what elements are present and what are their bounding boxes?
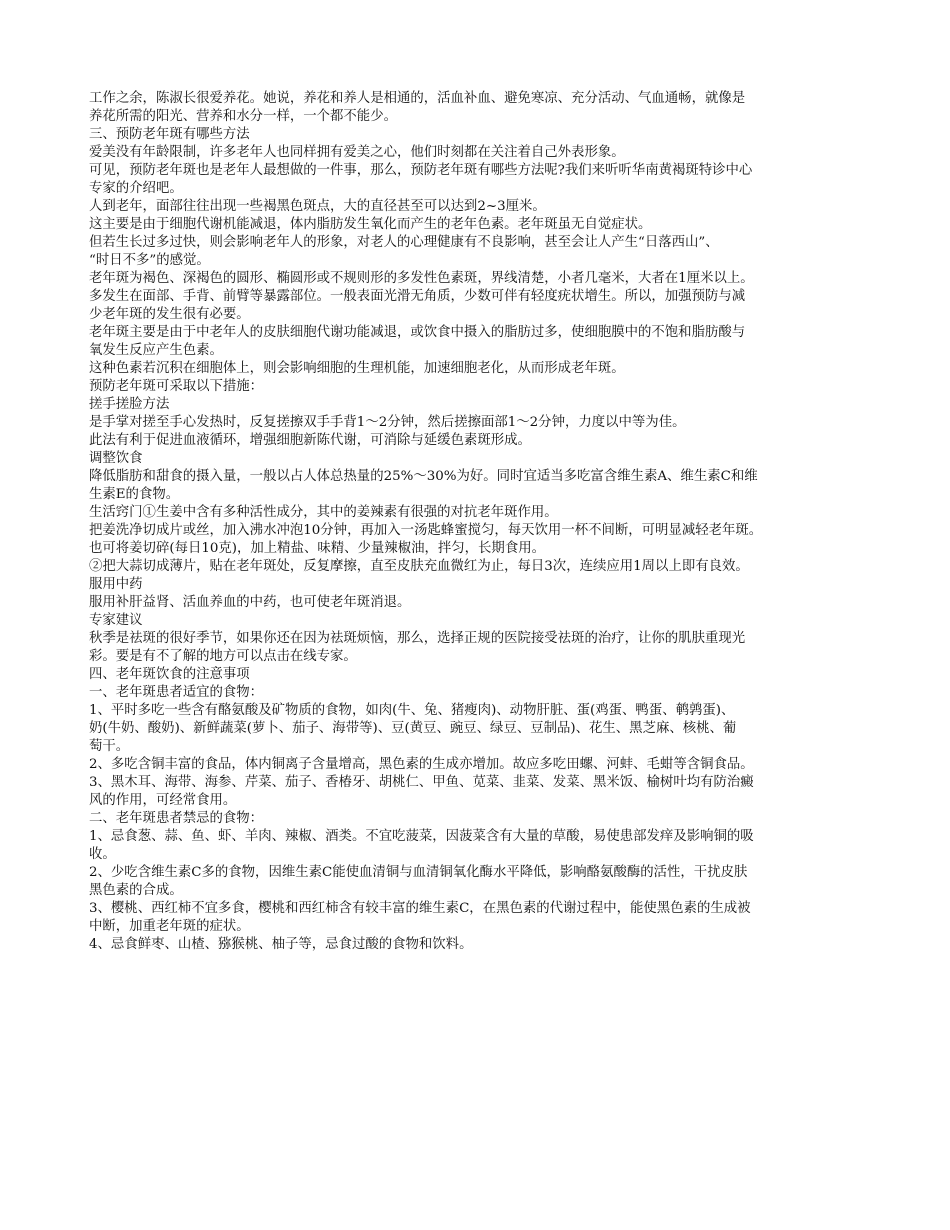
text-line: 老年斑为褐色、深褐色的圆形、椭圆形或不规则形的多发性色素斑，界线清楚，小者几毫米，大者在1厘米以上。 bbox=[89, 271, 754, 286]
text-line: 1、平时多吃一些含有酪氨酸及矿物质的食物，如肉(牛、兔、猪瘦肉)、动物肝脏、蛋(鸡蛋、鸭蛋、鹌鹑蛋)、 bbox=[89, 703, 735, 718]
text-line: 这种色素若沉积在细胞体上，则会影响细胞的生理机能，加速细胞老化，从而形成老年斑。 bbox=[89, 361, 625, 376]
text-line: 秋季是祛斑的很好季节，如果你还在因为祛斑烦恼，那么，选择正规的医院接受祛斑的治疗，让你的肌肤重现光 bbox=[89, 631, 746, 646]
text-line: 二、老年斑患者禁忌的食物： bbox=[89, 811, 264, 826]
text-line: 2、少吃含维生素C多的食物，因维生素C能使血清铜与血清铜氧化酶水平降低，影响酪氨酸酶的活性，干扰皮肤 bbox=[89, 865, 748, 880]
text-line: 也可将姜切碎(每日10克)，加上精盐、味精、少量辣椒油，拌匀，长期食用。 bbox=[89, 541, 545, 556]
text-line: 爱美没有年龄限制，许多老年人也同样拥有爱美之心，他们时刻都在关注着自己外表形象。 bbox=[89, 145, 625, 160]
text-line: 氧发生反应产生色素。 bbox=[89, 343, 223, 358]
text-line: 一、老年斑患者适宜的食物： bbox=[89, 685, 264, 700]
text-line: 多发生在面部、手背、前臂等暴露部位。一般表面光滑无角质，少数可伴有轻度疣状增生。所以，加强预防与减 bbox=[89, 289, 746, 304]
text-line: 2、多吃含铜丰富的食品，体内铜离子含量增高，黑色素的生成亦增加。故应多吃田螺、河蚌、毛蚶等含铜食品。 bbox=[89, 757, 754, 772]
text-line: 服用中药 bbox=[89, 577, 143, 592]
text-line: 彩。要是有不了解的地方可以点击在线专家。 bbox=[89, 649, 357, 664]
text-line: 中断，加重老年斑的症状。 bbox=[89, 919, 250, 934]
text-line: 专家的介绍吧。 bbox=[89, 181, 183, 196]
text-line: 风的作用，可经常食用。 bbox=[89, 793, 237, 808]
text-line: 但若生长过多过快，则会影响老年人的形象，对老人的心理健康有不良影响，甚至会让人产生“日落西山”、 bbox=[89, 235, 719, 250]
text-line: 生活窍门①生姜中含有多种活性成分，其中的姜辣素有很强的对抗老年斑作用。 bbox=[89, 505, 558, 520]
text-line: 这主要是由于细胞代谢机能减退，体内脂肪发生氧化而产生的老年色素。老年斑虽无自觉症状。 bbox=[89, 217, 652, 232]
text-line: 三、预防老年斑有哪些方法 bbox=[89, 127, 250, 142]
text-line: 此法有利于促进血液循环，增强细胞新陈代谢，可消除与延缓色素斑形成。 bbox=[89, 433, 531, 448]
text-line: 可见，预防老年斑也是老年人最想做的一件事，那么，预防老年斑有哪些方法呢?我们来听听华南黄褐斑特诊中心 bbox=[89, 163, 753, 178]
text-line: 搓手搓脸方法 bbox=[89, 397, 170, 412]
text-line: 4、忌食鲜枣、山楂、猕猴桃、柚子等，忌食过酸的食物和饮料。 bbox=[89, 937, 473, 952]
text-line: 生素E的食物。 bbox=[89, 487, 180, 502]
text-line: 专家建议 bbox=[89, 613, 143, 628]
text-line: 把姜洗净切成片或丝，加入沸水冲泡10分钟，再加入一汤匙蜂蜜搅匀，每天饮用一杯不间断，可明显减轻老年斑。 bbox=[89, 523, 763, 538]
text-line: 老年斑主要是由于中老年人的皮肤细胞代谢功能减退，或饮食中摄入的脂肪过多，使细胞膜中的不饱和脂肪酸与 bbox=[89, 325, 746, 340]
text-line: 降低脂肪和甜食的摄入量，一般以占人体总热量的25%～30%为好。同时宜适当多吃富含维生素A、维生素C和维 bbox=[89, 469, 758, 484]
text-line: 养花所需的阳光、营养和水分一样，一个都不能少。 bbox=[89, 109, 397, 124]
text-line: 调整饮食 bbox=[89, 451, 143, 466]
text-line: ②把大蒜切成薄片，贴在老年斑处，反复摩擦，直至皮肤充血微红为止，每日3次，连续应用1周以上即有良效。 bbox=[89, 559, 749, 574]
text-line: 收。 bbox=[89, 847, 116, 862]
text-line: 1、忌食葱、蒜、鱼、虾、羊肉、辣椒、酒类。不宜吃菠菜，因菠菜含有大量的草酸，易使患部发痒及影响铜的吸 bbox=[89, 829, 754, 844]
text-line: 工作之余，陈淑长很爱养花。她说，养花和养人是相通的，活血补血、避免寒凉、充分活动、气血通畅，就像是 bbox=[89, 91, 746, 106]
text-line: 3、樱桃、西红柿不宜多食，樱桃和西红柿含有较丰富的维生素C，在黑色素的代谢过程中，能使黑色素的生成被 bbox=[89, 901, 751, 916]
text-line: 预防老年斑可采取以下措施： bbox=[89, 379, 264, 394]
text-line: 人到老年，面部往往出现一些褐黑色斑点，大的直径甚至可以达到2~3厘米。 bbox=[89, 199, 546, 214]
document-body bbox=[89, 90, 864, 954]
text-line: 少老年斑的发生很有必要。 bbox=[89, 307, 250, 322]
text-line: 3、黑木耳、海带、海参、芹菜、茄子、香椿牙、胡桃仁、甲鱼、苋菜、韭菜、发菜、黑米饭、榆树叶均有防治癜 bbox=[89, 775, 754, 790]
text-line: 萄干。 bbox=[89, 739, 130, 754]
text-line: 奶(牛奶、酸奶)、新鲜蔬菜(萝卜、茄子、海带等)、豆(黄豆、豌豆、绿豆、豆制品)、花生、黑芝麻、核桃、葡 bbox=[89, 721, 737, 736]
text-line: “时日不多”的感觉。 bbox=[89, 253, 210, 268]
text-line: 黑色素的合成。 bbox=[89, 883, 183, 898]
text-line: 服用补肝益肾、活血养血的中药，也可使老年斑消退。 bbox=[89, 595, 411, 610]
text-line: 是手掌对搓至手心发热时，反复搓擦双手手背1～2分钟，然后搓擦面部1～2分钟，力度以中等为佳。 bbox=[89, 415, 686, 430]
text-line: 四、老年斑饮食的注意事项 bbox=[89, 667, 250, 682]
